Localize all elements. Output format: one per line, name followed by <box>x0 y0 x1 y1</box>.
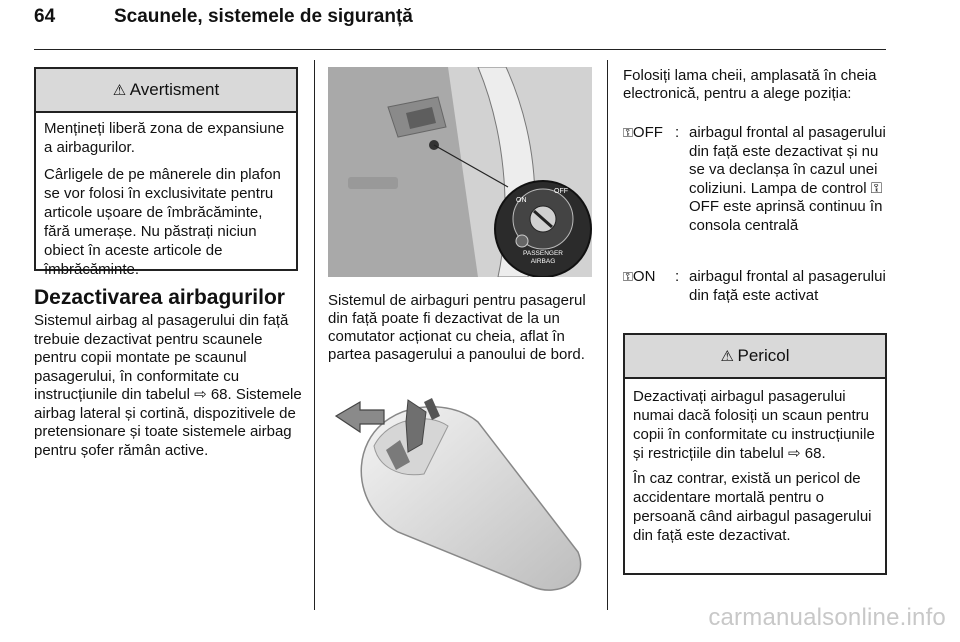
danger-box-body <box>625 379 885 559</box>
key-fob-illustration <box>328 382 592 594</box>
danger-box <box>623 333 887 575</box>
column-divider-left <box>314 60 315 610</box>
definition-term: ⚿ON <box>623 268 656 285</box>
key-fob-drawing <box>328 382 592 594</box>
danger-title: Pericol <box>737 346 790 365</box>
page-header <box>34 6 413 28</box>
watermark: carmanualsonline.info <box>708 604 946 631</box>
switch-on-label: ON <box>516 197 527 204</box>
dashboard-door-drawing <box>328 67 592 277</box>
danger-paragraph: Dezactivați airbagul pasagerului numai dacă folosiți un scaun pentru copii în conformitate cu instrucțiunile și restricțiile din tabelul ⇨ 68. <box>633 388 875 462</box>
section-body: Sistemul airbag al pasagerului din față trebuie dezactivat pentru scaunele pentru copii montate pe scaunul pasagerului, în conformitate cu instrucțiunile din tabelul ⇨ 68. Sistemele airbag lateral și cortină, dispozitivele de pretensionare și toate sistemele airbag pentru șofer rămân active. <box>34 312 302 459</box>
danger-paragraph: În caz contrar, există un pericol de accidentare mortală pentru o persoană când airbagul pasagerului din față este dezactivat. <box>633 470 872 544</box>
definition-term: ⚿OFF <box>623 124 663 141</box>
warning-title: Avertisment <box>129 80 220 99</box>
section-heading: Dezactivarea airbagurilor <box>34 286 285 309</box>
figure-caption: Sistemul de airbaguri pentru pasagerul din față poate fi dezactivat de la un comutator acționat cu cheia, aflat în partea pasagerului a panoului de bord. <box>328 292 586 363</box>
danger-box-header <box>625 335 885 379</box>
header-rule <box>34 49 886 50</box>
section-title: Scaunele, sistemele de siguranță <box>114 6 413 27</box>
warning-box <box>34 67 298 278</box>
warning-triangle-icon: ⚠ <box>720 348 734 365</box>
switch-off-label: OFF <box>554 188 568 195</box>
definition-description: airbagul frontal al pasagerului din față este activat <box>689 268 886 304</box>
definition-colon: : <box>675 124 680 141</box>
switch-airbag-label: AIRBAG <box>530 258 556 265</box>
switch-passenger-label: PASSENGER <box>523 250 563 257</box>
column-divider-right <box>607 60 608 610</box>
warning-box-body <box>36 113 296 293</box>
warning-triangle-icon: ⚠ <box>112 82 127 99</box>
definition-description: airbagul frontal al pasagerului din față este dezactivat și nu se va declanșa în cazul unei coliziuni. Lampa de control ⚿OFF este aprinsă continuu în consola centrală <box>689 124 886 234</box>
definition-colon: : <box>675 268 680 285</box>
warning-paragraph: Cârligele de pe mânerele din plafon se vor folosi în exclusivitate pentru articole ușoare de îmbrăcăminte, fără umerașe. Nu păstrați niciun obiect în aceste articole de îmbrăcăminte. <box>44 166 281 278</box>
warning-box-header <box>36 69 296 113</box>
warning-paragraph: Mențineți liberă zona de expansiune a airbagurilor. <box>44 120 285 156</box>
airbag-switch-illustration <box>328 67 592 277</box>
airbag-on-icon: ⚿ <box>623 269 633 284</box>
airbag-off-icon: ⚿ <box>623 125 633 140</box>
intro-text: Folosiți lama cheii, amplasată în cheia electronică, pentru a alege poziția: <box>623 67 877 102</box>
page-number: 64 <box>34 6 56 27</box>
